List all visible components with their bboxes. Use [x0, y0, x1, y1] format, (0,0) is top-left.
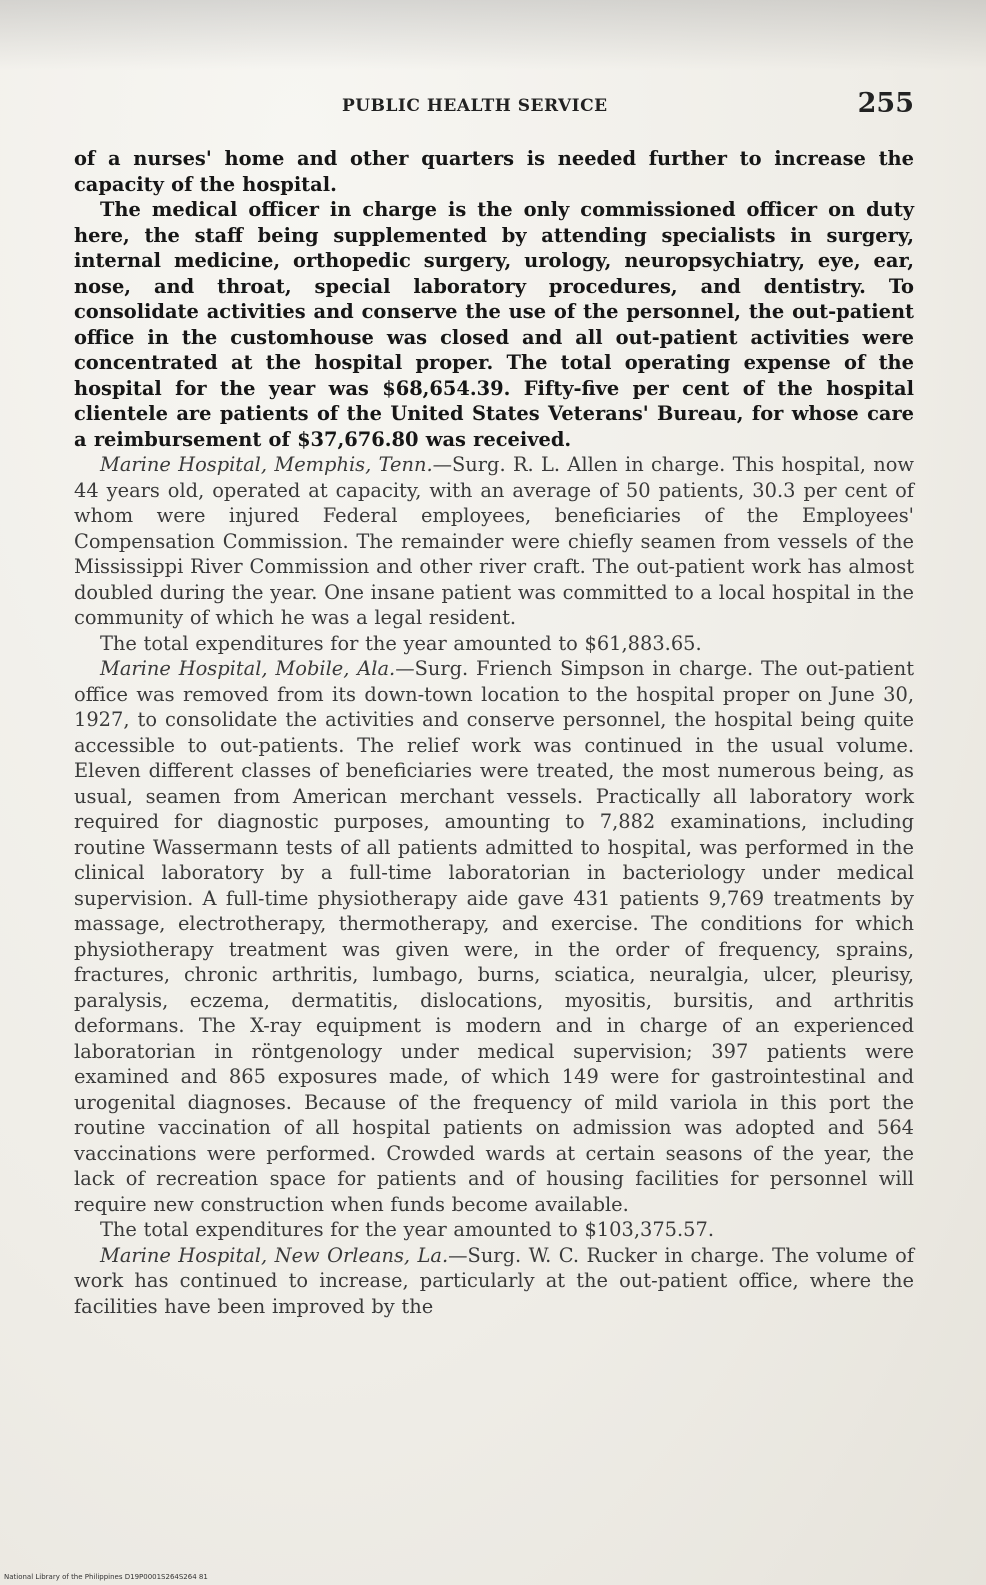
section-heading: Marine Hospital, Mobile, Ala.: [100, 657, 396, 680]
paragraph: [74, 146, 914, 197]
body-text: [74, 146, 914, 1319]
paragraph-text: —Surg. Friench Simpson in charge. The out-patient office was removed from its down-town location to the hospital proper on June 30, 1927, to consolidate the activities and conserve personnel, the hospital being quite accessible to out-patients. The relief work was continued in the usual volume. Eleven different classes of beneficiaries were treated, the most numerous being, as usual, seamen from American merchant vessels. Practically all laboratory work required for diagnostic purposes, amounting to 7,882 examinations, including routine Wassermann tests of all patients admitted to hospital, was performed in the clinical laboratory by a full-time laboratorian in bacteriology under medical supervision. A full-time physiotherapy aide gave 431 patients 9,769 treatments by massage, electrotherapy, thermotherapy, and exercise. The conditions for which physiotherapy treatment was given were, in the order of frequency, sprains, fractures, chronic arthritis, lumbago, burns, sciatica, neuralgia, ulcer, pleurisy, paralysis, eczema, dermatitis, dislocations, myositis, bursitis, and arthritis deformans. The X-ray equipment is modern and in charge of an experienced laboratorian in röntgenology under medical supervision; 397 patients were examined and 865 exposures made, of which 149 were for gastrointestinal and urogenital diagnoses. Because of the frequency of mild variola in this port the routine vaccination of all hospital patients on admission was adopted and 564 vaccinations were performed. Crowded wards at certain seasons of the year, the lack of recreation space for patients and of housing facilities for personnel will require new construction when funds become available.: [74, 657, 914, 1216]
paragraph: [74, 452, 914, 631]
paragraph: [74, 656, 914, 1217]
section-heading: Marine Hospital, Memphis, Tenn.: [100, 453, 433, 476]
paragraph-text: The total expenditures for the year amounted to $61,883.65.: [100, 631, 702, 655]
paragraph-text: The total expenditures for the year amounted to $103,375.57.: [100, 1218, 715, 1241]
paragraph-text: —Surg. R. L. Allen in charge. This hospital, now 44 years old, operated at capacity, with an average of 50 patients, 30.3 per cent of whom were injured Federal employees, beneficiaries of the Employees' Compensation Commission. The remainder were chiefly seamen from vessels of the Mississippi River Commission and other river craft. The out-patient work has almost doubled during the year. One insane patient was committed to a local hospital in the community of which he was a legal resident.: [74, 453, 914, 629]
paragraph-text: —Surg. W. C. Rucker in charge. The volume of work has continued to increase, particularly at the out-patient office, where the facilities have been improved by the: [74, 1243, 914, 1318]
paragraph: [74, 197, 914, 452]
running-head: PUBLIC HEALTH SERVICE: [342, 96, 608, 116]
paragraph: [74, 1243, 914, 1320]
paragraph-text: of a nurses' home and other quarters is needed further to increase the capacity of the hospital.: [74, 147, 914, 196]
paragraph: [74, 631, 914, 657]
paragraph-text: The medical officer in charge is the only commissioned officer on duty here, the staff being supplemented by attending specialists in surgery, internal medicine, orthopedic surgery, urology, neuropsychiatry, eye, ear, nose, and throat, special laboratory procedures, and dentistry. To consolidate activities and conserve the use of the personnel, the out-patient office in the customhouse was closed and all out-patient activities were concentrated at the hospital proper. The total operating expense of the hospital for the year was $68,654.39. Fifty-five per cent of the hospital clientele are patients of the United States Veterans' Bureau, for whose care a reimbursement of $37,676.80 was received.: [74, 198, 914, 451]
scan-footer-note: National Library of the Philippines D19P0001S264S264 81: [4, 1573, 208, 1581]
page-header: [74, 88, 914, 128]
page-number: 255: [857, 88, 914, 119]
section-heading: Marine Hospital, New Orleans, La.: [100, 1243, 449, 1267]
paragraph: [74, 1217, 914, 1243]
scan-shadow: [0, 0, 986, 70]
